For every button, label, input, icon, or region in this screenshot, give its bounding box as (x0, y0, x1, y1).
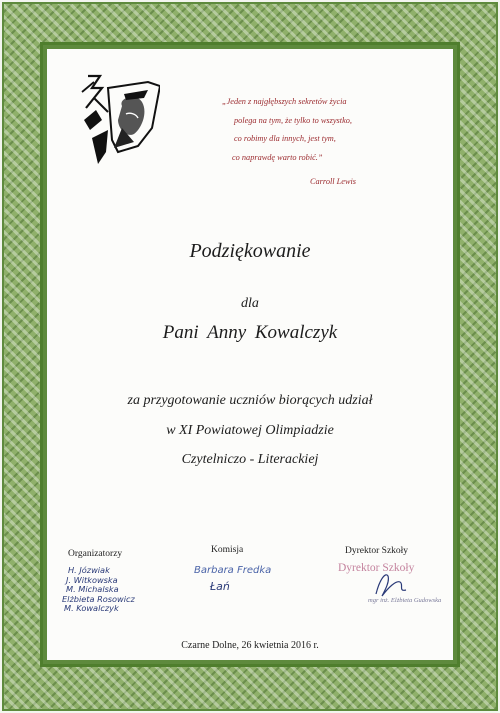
organizer-signature: J. Witkowska (66, 574, 118, 585)
director-name: mgr inż. Elżbieta Gudowska (368, 597, 442, 604)
place-and-date: Czarne Dolne, 26 kwietnia 2016 r. (181, 640, 319, 651)
certificate-title: Podziękowanie (189, 240, 311, 262)
organizers-label: Organizatorzy (68, 549, 123, 559)
quote-line: polega na tym, że tylko to wszystko, (234, 115, 352, 125)
body-line: za przygotowanie uczniów biorących udział (127, 393, 373, 408)
organizer-signature: M. Kowalczyk (64, 603, 119, 614)
organizer-signature: M. Michalska (66, 584, 119, 595)
director-signature-icon (370, 570, 410, 598)
quote-line: co robimy dla innych, jest tym, (234, 134, 336, 143)
recipient-name: Pani Anny Kowalczyk (162, 322, 338, 343)
for-label: dla (241, 296, 259, 311)
quote-line: co naprawdę warto robić.” (232, 152, 323, 162)
quote (222, 93, 382, 167)
organizer-signature: Elżbieta Rosowicz (62, 593, 135, 604)
committee-label: Komisja (211, 545, 244, 555)
director-label: Dyrektor Szkoły (345, 546, 409, 556)
organizers-signatures (62, 566, 135, 614)
quote-line: „Jeden z najgłębszych sekretów życia (222, 97, 347, 106)
committee-signature: Łań (210, 580, 230, 593)
body-line: w XI Powiatowej Olimpiadzie (166, 423, 334, 438)
body-line: Czytelniczo - Literackiej (181, 452, 319, 467)
school-logo-icon (78, 68, 160, 166)
quote-author: Carroll Lewis (310, 177, 357, 186)
director-stamp: Dyrektor Szkoły (338, 562, 415, 574)
committee-signature: Barbara Fredka (194, 565, 272, 576)
organizer-signature: H. Józwiak (68, 565, 110, 575)
